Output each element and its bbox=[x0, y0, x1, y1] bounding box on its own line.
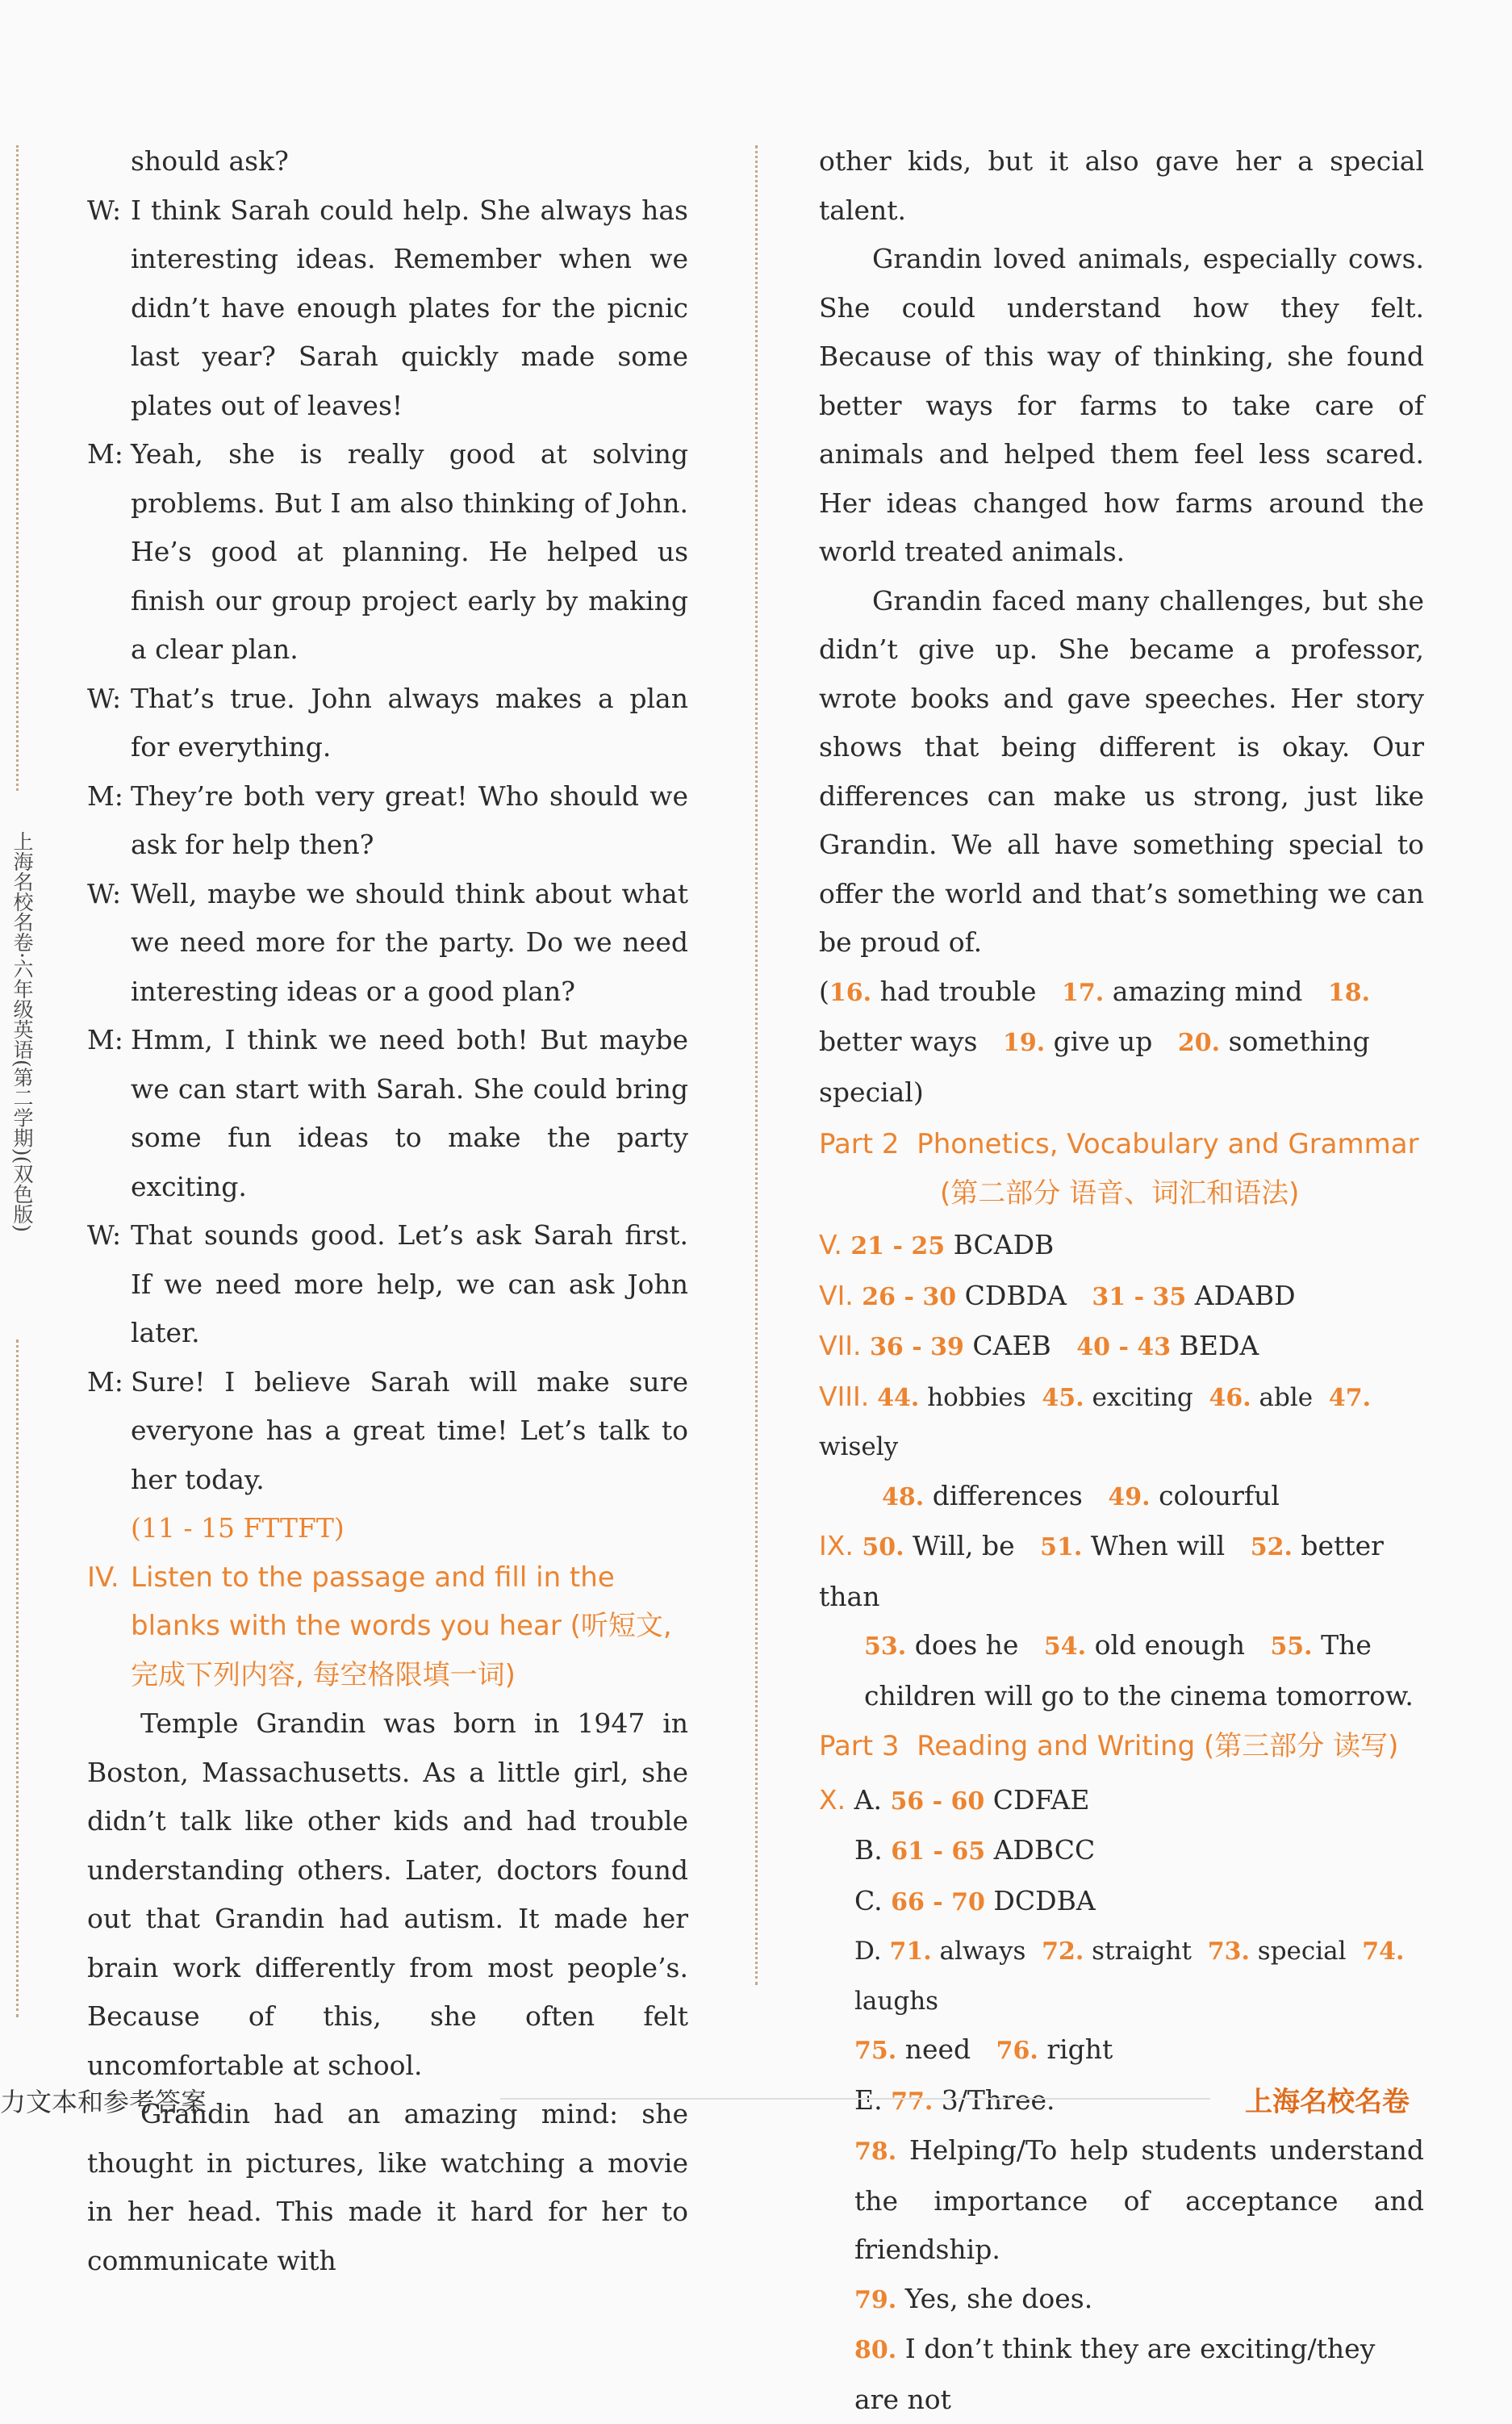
dialogue-line: M: Hmm, I think we need both! But maybe we can start with Sarah. She could bring some fun ideas to make the party exciting. bbox=[87, 1024, 688, 1202]
answer-row-vii: VII. 36 - 39 CAEB 40 - 43 BEDA bbox=[819, 1330, 1259, 1361]
part3-heading: Part 3 Reading and Writing (第三部分 读写) bbox=[819, 1730, 1399, 1762]
section-iv-heading: IV. Listen to the passage and fill in the blanks with the words you hear (听短文, 完成下列内容, 每空格限填一词) bbox=[87, 1561, 672, 1691]
answer-row-x-d-cont: 75. need 76. right bbox=[854, 2033, 1113, 2065]
dialogue-line: W: I think Sarah could help. She always has interesting ideas. Remember when we didn’t have enough plates for the picnic last year? Sarah quickly made some plates out of leaves! bbox=[87, 194, 688, 421]
answer-row-ix-cont: 53. does he 54. old enough 55. The children will go to the cinema tomorrow. bbox=[864, 1629, 1414, 1711]
passage-paragraph: Temple Grandin was born in 1947 in Boston, Massachusetts. As a little girl, she didn’t talk like other kids and had trouble understanding others. Later, doctors found out that Grandin had autism. It made her brain work differently from most people’s. Because of this, she often felt uncomfortable at school. bbox=[87, 1707, 688, 2081]
footer-divider bbox=[500, 2098, 1210, 2100]
part2-heading: Part 2 Phonetics, Vocabulary and Grammar bbox=[819, 1128, 1419, 1160]
answer-row-x-e: E. 77. 3/Three. bbox=[854, 2083, 1055, 2116]
answer-row-78: 78. Helping/To help students understand the importance of acceptance and friendship. bbox=[854, 2134, 1424, 2265]
dialogue-line: W: Well, maybe we should think about what we need more for the party. Do we need interesting ideas or a good plan? bbox=[87, 877, 688, 1007]
passage-paragraph: other kids, but it also gave her a special talent. bbox=[819, 145, 1424, 226]
side-book-title: 上海名校名卷·六年级英语(第二学期)(双色版) bbox=[10, 831, 34, 1232]
answer-row-x-a: X. A. 56 - 60 CDFAE bbox=[819, 1783, 1090, 1816]
footer-left-text: 力文本和参考答案 bbox=[0, 2087, 207, 2117]
dialogue-line: M: Sure! I believe Sarah will make sure everyone has a great time! Let’s talk to her today. bbox=[87, 1365, 688, 1495]
answer-key-11-15: (11 - 15 FTTFT) bbox=[131, 1512, 345, 1544]
answer-row-80: 80. I don’t think they are exciting/they are not bbox=[854, 2333, 1376, 2415]
margin-dotted-line bbox=[16, 1339, 19, 2017]
passage-paragraph: Grandin had an amazing mind: she thought in pictures, like watching a movie in her head. This made it hard for her to communicate with bbox=[87, 2098, 688, 2276]
answer-row-ix: IX. 50. Will, be 51. When will 52. better than bbox=[819, 1530, 1384, 1612]
answer-row-x-c: C. 66 - 70 DCDBA bbox=[854, 1884, 1096, 1916]
dialogue-line: should ask? bbox=[131, 145, 289, 177]
fill-blank-answers: (16. had trouble 17. amazing mind 18. better ways 19. give up 20. something special) bbox=[819, 975, 1371, 1108]
answer-row-x-b: B. 61 - 65 ADBCC bbox=[854, 1834, 1096, 1866]
answer-row-x-d: D. 71. always 72. straight 73. special 74. laughs bbox=[854, 1937, 1405, 2016]
answer-row-v: V. 21 - 25 BCADB bbox=[819, 1229, 1055, 1260]
left-column bbox=[87, 137, 688, 2285]
answer-row-viii-cont: 48. differences 49. colourful bbox=[882, 1479, 1280, 1511]
answer-row-vi: VI. 26 - 30 CDBDA 31 - 35 ADABD bbox=[819, 1279, 1296, 1311]
answer-row-79: 79. Yes, she does. bbox=[854, 2282, 1093, 2314]
passage-paragraph: Grandin loved animals, especially cows. She could understand how they felt. Because of this way of thinking, she found better ways for farms to take care of animals and helped them feel less scared. Her ideas changed how farms around the world treated animals. bbox=[819, 243, 1424, 567]
part2-cn-heading: (第二部分 语音、词汇和语法) bbox=[940, 1176, 1300, 1210]
passage-paragraph: Grandin faced many challenges, but she didn’t give up. She became a professor, wrote books and gave speeches. Her story shows that being different is okay. Our differences can make us strong, just like Grandin. We all have something special to offer the world and that’s something we can be proud of. bbox=[819, 584, 1424, 958]
dialogue-line: W: That’s true. John always makes a plan for everything. bbox=[87, 682, 688, 763]
answer-row-viii: VIII. 44. hobbies 45. exciting 46. able 47. wisely bbox=[819, 1380, 1372, 1461]
footer-brand: 上海名校名卷 bbox=[1245, 2086, 1410, 2118]
dialogue-line: W: That sounds good. Let’s ask Sarah first. If we need more help, we can ask John later. bbox=[87, 1219, 688, 1348]
margin-dotted-line bbox=[16, 145, 19, 791]
column-divider bbox=[755, 145, 758, 1985]
dialogue-line: M: Yeah, she is really good at solving problems. But I am also thinking of John. He’s good at planning. He helped us finish our group project early by making a clear plan. bbox=[87, 438, 688, 665]
dialogue-line: M: They’re both very great! Who should we ask for help then? bbox=[87, 779, 688, 860]
